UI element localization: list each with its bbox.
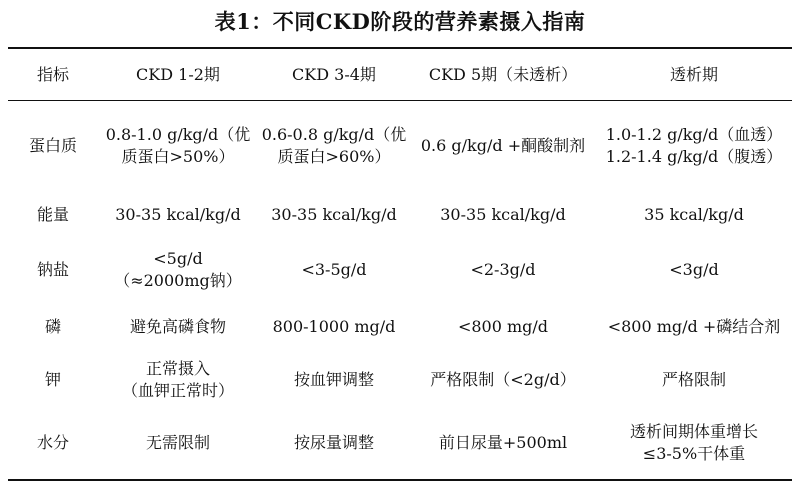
table-row [8,408,792,478]
cell-line: 前日尿量+500ml [438,433,568,452]
dialysis-cell [596,302,792,352]
cell-line: 按血钾调整 [293,370,374,389]
header-indicator: 指标 [36,64,69,84]
table-row [8,238,792,302]
cell-line: 无需限制 [145,433,210,452]
cell-line: 质蛋白>60%） [277,147,391,166]
table-row [8,302,792,352]
cell-line: 35 kcal/kg/d [644,205,744,224]
cell-line: 0.6-0.8 g/kg/d（优 [261,125,407,144]
ckd-5-cell [410,352,596,408]
cell-line: <3g/d [669,260,719,279]
cell-line: 0.6 g/kg/d +酮酸制剂 [420,136,586,155]
nutrition-guide-table [8,49,792,478]
ckd-3-4-cell [258,100,410,192]
cell-line: 0.8-1.0 g/kg/d（优 [105,125,251,144]
cell-line: <800 mg/d +磷结合剂 [607,317,781,336]
indicator-cell: 能量 [36,205,69,224]
cell-line: 正常摄入 [145,359,210,378]
cell-line: ≤3-5%干体重 [642,444,746,463]
cell-line: （≈2000mg钠） [114,271,242,290]
ckd-1-2-cell [98,192,258,238]
table-row [8,192,792,238]
dialysis-cell [596,100,792,192]
cell-line: <800 mg/d [457,317,549,336]
ckd-3-4-cell [258,302,410,352]
ckd-1-2-cell [98,352,258,408]
ckd-3-4-cell [258,352,410,408]
cell-line: 严格限制 [661,370,726,389]
cell-line: 30-35 kcal/kg/d [271,205,397,224]
cell-line: 透析间期体重增长 [629,422,758,441]
cell-line: 质蛋白>50%） [121,147,235,166]
cell-line: <5g/d [153,249,203,268]
ckd-1-2-cell [98,238,258,302]
cell-line: 1.0-1.2 g/kg/d（血透） [605,125,783,144]
cell-line: <2-3g/d [470,260,536,279]
ckd-5-cell [410,192,596,238]
cell-line: 按尿量调整 [293,433,374,452]
ckd-3-4-cell [258,408,410,478]
indicator-cell: 磷 [44,317,61,336]
dialysis-cell [596,192,792,238]
cell-line: 30-35 kcal/kg/d [115,205,241,224]
dialysis-cell [596,352,792,408]
table-row [8,100,792,192]
indicator-cell: 钾 [44,370,61,389]
ckd-5-cell [410,302,596,352]
header-ckd-3-4: CKD 3-4期 [292,64,376,84]
ckd-3-4-cell [258,238,410,302]
dialysis-cell [596,238,792,302]
header-ckd-1-2: CKD 1-2期 [136,64,220,84]
bottom-rule [8,479,792,481]
ckd-1-2-cell [98,408,258,478]
indicator-cell: 蛋白质 [28,136,77,155]
header-ckd-5: CKD 5期（未透析） [428,64,578,84]
indicator-cell: 钠盐 [36,260,69,279]
ckd-3-4-cell [258,192,410,238]
cell-line: 800-1000 mg/d [272,317,396,336]
ckd-5-cell [410,100,596,192]
cell-line: 30-35 kcal/kg/d [440,205,566,224]
cell-line: （血钾正常时） [121,381,234,400]
header-dialysis: 透析期 [669,64,718,84]
ckd-5-cell [410,238,596,302]
dialysis-cell [596,408,792,478]
header-row [8,49,792,100]
cell-line: 严格限制（<2g/d） [430,370,576,389]
table-row [8,352,792,408]
ckd-5-cell [410,408,596,478]
table-title: 表1：不同CKD阶段的营养素摄入指南 [214,9,586,34]
cell-line: <3-5g/d [301,260,367,279]
indicator-cell: 水分 [36,433,69,452]
cell-line: 1.2-1.4 g/kg/d（腹透） [605,147,783,166]
ckd-1-2-cell [98,100,258,192]
ckd-1-2-cell [98,302,258,352]
cell-line: 避免高磷食物 [129,317,226,336]
